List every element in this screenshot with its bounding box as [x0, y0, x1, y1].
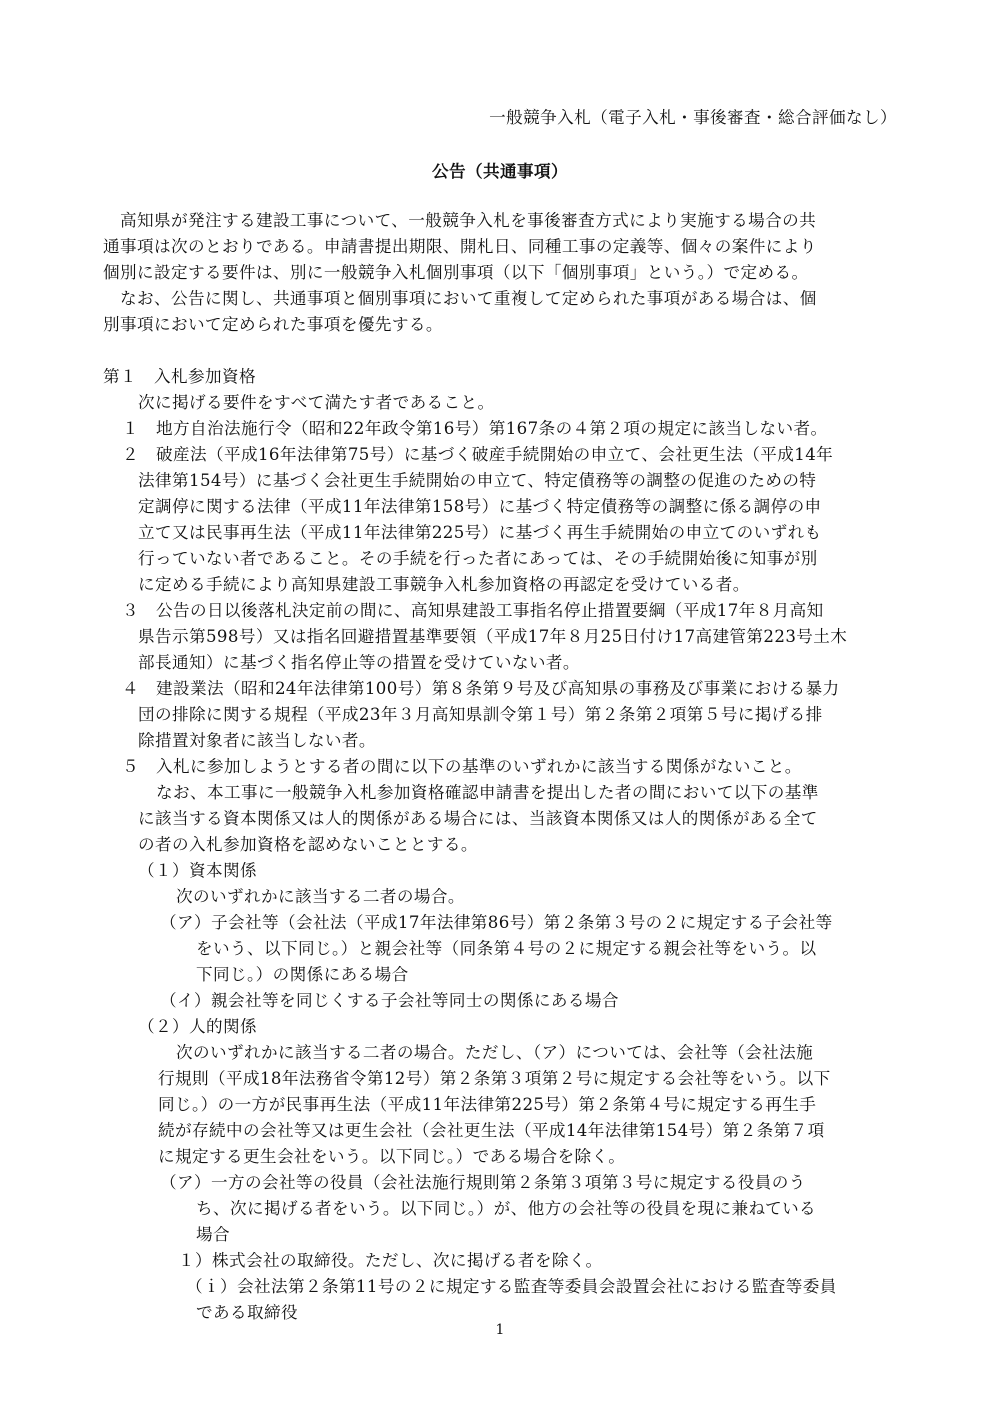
item-line: の者の入札参加資格を認めないこととする。 — [138, 835, 478, 854]
subitem-heading: （１）資本関係 — [138, 861, 257, 880]
item-line: に定める手続により高知県建設工事競争入札参加資格の再認定を受けている者。 — [138, 575, 750, 594]
item-line: に規定する更生会社をいう。以下同じ。）である場合を除く。 — [158, 1147, 626, 1166]
intro-line: 通事項は次のとおりである。申請書提出期限、開札日、同種工事の定義等、個々の案件により — [103, 237, 817, 256]
item-line: をいう、以下同じ。）と親会社等（同条第４号の２に規定する親会社等をいう。以 — [196, 939, 817, 958]
item-4: ４ 建設業法（昭和24年法律第100号）第８条第９号及び高知県の事務及び事業における暴力 — [122, 679, 840, 698]
item-line: に該当する資本関係又は人的関係がある場合には、当該資本関係又は人的関係がある全て — [138, 809, 818, 828]
section-heading: 第１ 入札参加資格 — [103, 367, 256, 386]
item-2: ２ 破産法（平成16年法律第75号）に基づく破産手続開始の申立て、会社更生法（平成14年 — [122, 445, 834, 464]
intro-line: なお、公告に関し、共通事項と個別事項において重複して定められた事項がある場合は、個 — [120, 289, 817, 308]
item-line: 続が存続中の会社等又は更生会社（会社更生法（平成14年法律第154号）第２条第７項 — [158, 1121, 825, 1140]
subitem-roman-i: （ｉ）会社法第２条第11号の２に規定する監査等委員会設置会社における監査等委員 — [186, 1277, 837, 1296]
item-line: である取締役 — [196, 1303, 298, 1322]
intro-line: 個別に設定する要件は、別に一般競争入札個別事項（以下「個別事項」という。）で定める。 — [103, 263, 809, 282]
subitem-1: １）株式会社の取締役。ただし、次に掲げる者を除く。 — [178, 1251, 603, 1270]
item-line: 部長通知）に基づく指名停止等の措置を受けていない者。 — [138, 653, 580, 672]
item-3: ３ 公告の日以後落札決定前の間に、高知県建設工事指名停止措置要綱（平成17年８月高知 — [122, 601, 824, 620]
item-1: １ 地方自治法施行令（昭和22年政令第16号）第167条の４第２項の規定に該当しない者。 — [122, 419, 828, 438]
subitem-i: （イ）親会社等を同じくする子会社等同士の関係にある場合 — [160, 991, 619, 1010]
intro-line: 高知県が発注する建設工事について、一般競争入札を事後審査方式により実施する場合の共 — [120, 211, 817, 230]
item-line: 法律第154号）に基づく会社更生手続開始の申立て、特定債務等の調整の促進のための特 — [138, 471, 817, 490]
item-line: 除措置対象者に該当しない者。 — [138, 731, 376, 750]
item-line: ち、次に掲げる者をいう。以下同じ。）が、他方の会社等の役員を現に兼ねている — [196, 1199, 817, 1218]
item-line: 行っていない者であること。その手続を行った者にあっては、その手続開始後に知事が別 — [138, 549, 818, 568]
document-title: 公告（共通事項） — [432, 161, 568, 181]
subitem-heading: （２）人的関係 — [138, 1017, 257, 1036]
document-header: 一般競争入札（電子入札・事後審査・総合評価なし） — [489, 108, 897, 127]
item-line: 行規則（平成18年法務省令第12号）第２条第３項第２号に規定する会社等をいう。以下 — [158, 1069, 831, 1088]
item-line: 県告示第598号）又は指名回避措置基準要領（平成17年８月25日付け17高建管第223号土木 — [138, 627, 848, 646]
item-5: ５ 入札に参加しようとする者の間に以下の基準のいずれかに該当する関係がないこと。 — [122, 757, 802, 776]
section-lead: 次に掲げる要件をすべて満たす者であること。 — [138, 393, 495, 412]
intro-line: 別事項において定められた事項を優先する。 — [103, 315, 443, 334]
item-line: 団の排除に関する規程（平成23年３月高知県訓令第１号）第２条第２項第５号に掲げる排 — [138, 705, 823, 724]
subitem-a: （ア）子会社等（会社法（平成17年法律第86号）第２条第３号の２に規定する子会社等 — [160, 913, 833, 932]
page-number: 1 — [495, 1322, 505, 1338]
item-line: なお、本工事に一般競争入札参加資格確認申請書を提出した者の間において以下の基準 — [156, 783, 819, 802]
item-line: 場合 — [196, 1225, 230, 1244]
item-line: 次のいずれかに該当する二者の場合。 — [176, 887, 465, 906]
item-line: 下同じ。）の関係にある場合 — [196, 965, 409, 984]
item-line: 次のいずれかに該当する二者の場合。ただし、（ア）については、会社等（会社法施 — [176, 1043, 814, 1062]
subitem-a: （ア）一方の会社等の役員（会社法施行規則第２条第３項第３号に規定する役員のう — [160, 1173, 806, 1192]
item-line: 立て又は民事再生法（平成11年法律第225号）に基づく再生手続開始の申立てのいずれも — [138, 523, 822, 542]
item-line: 定調停に関する法律（平成11年法律第158号）に基づく特定債務等の調整に係る調停の申 — [138, 497, 822, 516]
item-line: 同じ。）の一方が民事再生法（平成11年法律第225号）第２条第４号に規定する再生手 — [158, 1095, 817, 1114]
